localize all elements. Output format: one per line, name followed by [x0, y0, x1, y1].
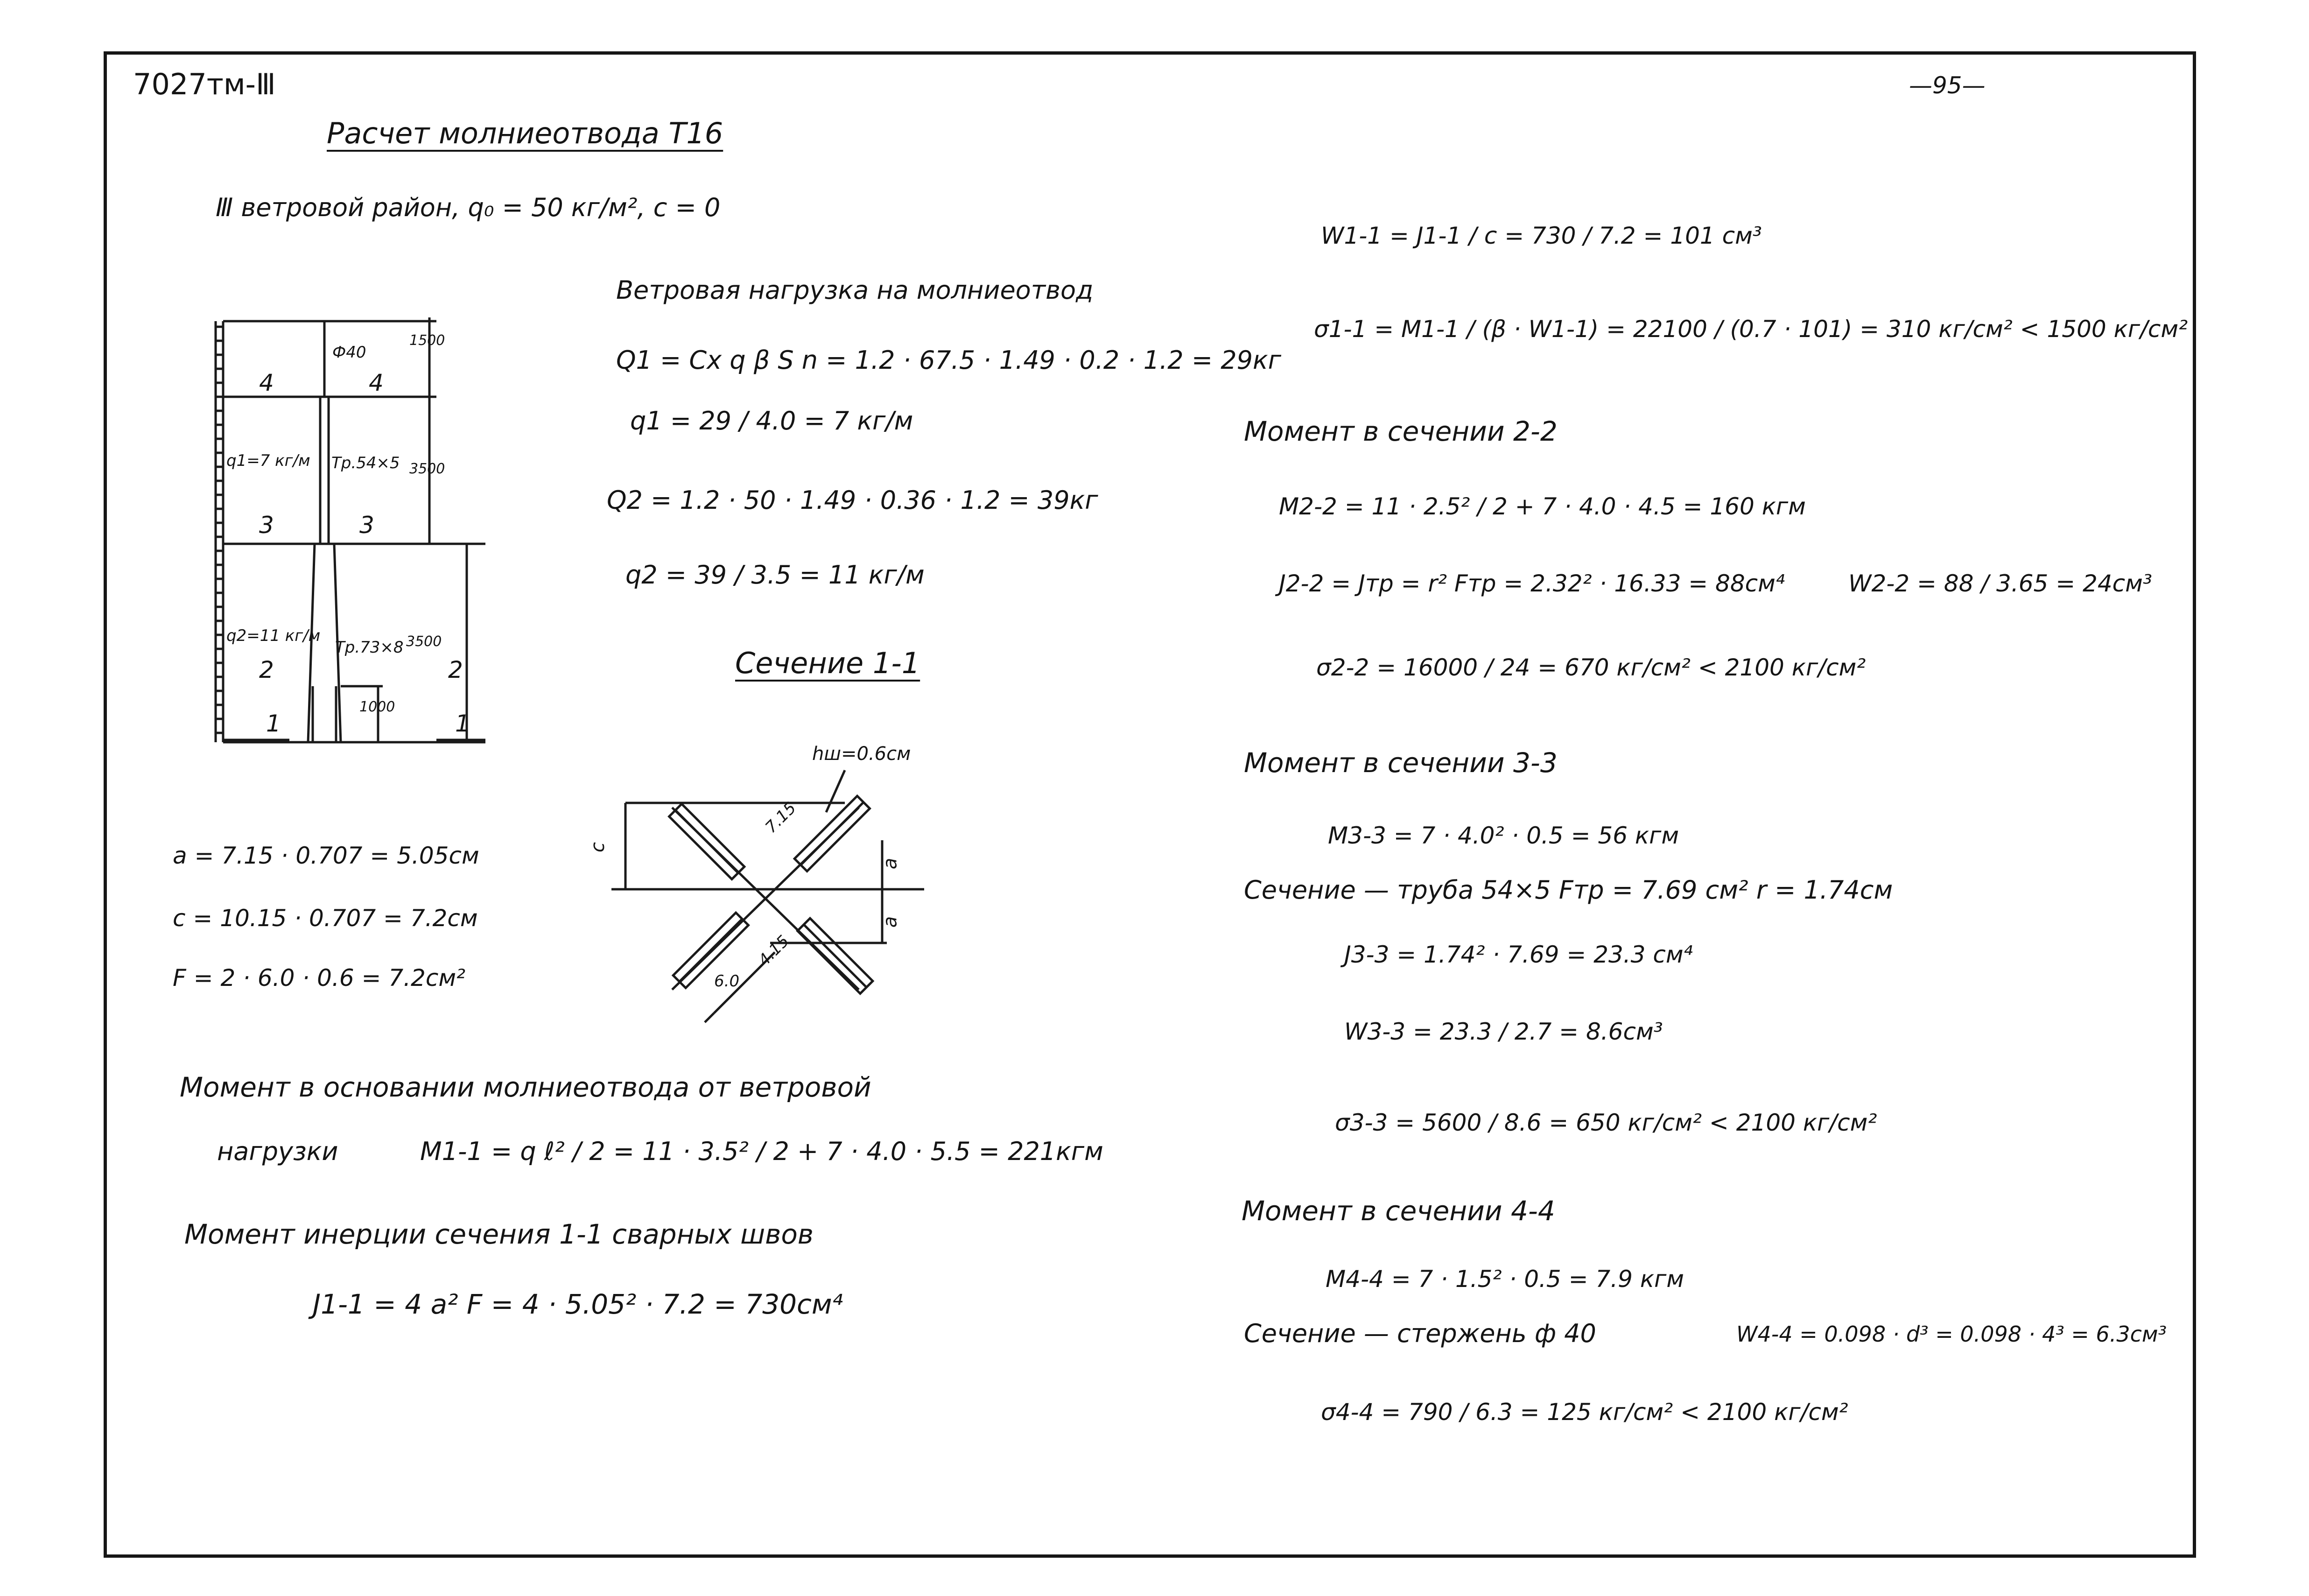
q1-label: q1=7 кг/м	[226, 451, 310, 470]
formula-c: c = 10.15 · 0.707 = 7.2см	[173, 905, 478, 932]
formula-W11: W1-1 = J1-1 / c = 730 / 7.2 = 101 см³	[1321, 222, 1762, 249]
section-mark-2-right: 2	[448, 656, 463, 683]
section-3-3-description: Сечение — труба 54×5 Fтр = 7.69 см² r = 1.74см	[1244, 875, 1893, 905]
dim-top: 1500	[409, 332, 445, 349]
formula-J22: J2-2 = Jтр = r² Fтр = 2.32² · 16.33 = 88см⁴	[1279, 570, 1785, 597]
weld-dim-4-15: 4.15	[754, 932, 793, 970]
pipe-lower-label: Тр.73×8	[335, 638, 404, 657]
section-mark-4-right: 4	[369, 369, 384, 396]
formula-F: F = 2 · 6.0 · 0.6 = 7.2см²	[173, 964, 466, 991]
document-code: 7027тм-Ⅲ	[133, 67, 276, 101]
dim-low: 3500	[406, 633, 442, 650]
q2-label: q2=11 кг/м	[226, 626, 321, 645]
weld-dim-6-0: 6.0	[714, 972, 740, 991]
formula-W22: W2-2 = 88 / 3.65 = 24см³	[1848, 570, 2152, 597]
formula-sigma11: σ1-1 = M1-1 / (β · W1-1) = 22100 / (0.7 · 101) = 310 кг/см² < 1500 кг/см²	[1314, 316, 2188, 343]
moment-3-3-heading: Момент в сечении 3-3	[1244, 747, 1558, 779]
page-number: —95—	[1909, 72, 1986, 99]
dim-mid: 3500	[409, 461, 445, 477]
pipe-upper-label: Тр.54×5	[331, 454, 400, 472]
section-4-4-description: Сечение — стержень ф 40	[1244, 1319, 1596, 1348]
section-1-1-heading: Сечение 1-1	[735, 646, 920, 680]
dim-a-label-lower: a	[879, 916, 901, 928]
formula-q1: q1 = 29 / 4.0 = 7 кг/м	[630, 406, 913, 436]
formula-Q2: Q2 = 1.2 · 50 · 1.49 · 0.36 · 1.2 = 39кг	[607, 485, 1098, 515]
formula-sigma22: σ2-2 = 16000 / 24 = 670 кг/см² < 2100 кг/см²	[1316, 654, 1866, 681]
moment-2-2-heading: Момент в сечении 2-2	[1244, 415, 1558, 447]
weld-section-diagram	[0, 0, 980, 1050]
formula-q2: q2 = 39 / 3.5 = 11 кг/м	[625, 560, 925, 590]
formula-M33: M3-3 = 7 · 4.0² · 0.5 = 56 кгм	[1328, 822, 1679, 849]
inertia-heading: Момент инерции сечения 1-1 сварных швов	[184, 1218, 814, 1250]
page-title: Расчет молниеотвода Т16	[327, 116, 723, 150]
dim-base: 1000	[359, 699, 395, 715]
section-mark-2-left: 2	[259, 656, 274, 683]
section-mark-3-right: 3	[359, 512, 374, 539]
formula-W44: W4-4 = 0.098 · d³ = 0.098 · 4³ = 6.3см³	[1736, 1322, 2167, 1347]
formula-W33: W3-3 = 23.3 / 2.7 = 8.6см³	[1344, 1018, 1663, 1045]
moment-4-4-heading: Момент в сечении 4-4	[1242, 1195, 1555, 1227]
base-moment-heading: Момент в основании молниеотвода от ветровой	[180, 1071, 871, 1103]
rod-label: Ф40	[332, 343, 366, 362]
weld-height-label: hш=0.6см	[812, 743, 911, 765]
inertia-formula: J1-1 = 4 a² F = 4 · 5.05² · 7.2 = 730см⁴	[313, 1288, 843, 1320]
formula-sigma44: σ4-4 = 790 / 6.3 = 125 кг/см² < 2100 кг/см²	[1321, 1399, 1848, 1426]
dim-a-label-upper: a	[879, 858, 901, 870]
section-mark-1-right: 1	[455, 710, 470, 737]
base-moment-heading-cont: нагрузки	[217, 1137, 338, 1166]
dim-c-label: c	[587, 842, 609, 852]
section-mark-3-left: 3	[259, 512, 274, 539]
formula-M22: M2-2 = 11 · 2.5² / 2 + 7 · 4.0 · 4.5 = 160 кгм	[1279, 493, 1806, 520]
base-moment-formula: M1-1 = q ℓ² / 2 = 11 · 3.5² / 2 + 7 · 4.0 · 5.5 = 221кгм	[420, 1137, 1103, 1166]
wind-conditions: Ⅲ ветровой район, q₀ = 50 кг/м², c = 0	[216, 193, 721, 222]
formula-M44: M4-4 = 7 · 1.5² · 0.5 = 7.9 кгм	[1326, 1266, 1684, 1293]
section-mark-4-left: 4	[259, 369, 274, 396]
wind-load-heading: Ветровая нагрузка на молниеотвод	[616, 275, 1094, 305]
formula-J33: J3-3 = 1.74² · 7.69 = 23.3 см⁴	[1344, 941, 1693, 968]
formula-Q1: Q1 = Cx q β S n = 1.2 · 67.5 · 1.49 · 0.2 · 1.2 = 29кг	[616, 345, 1281, 375]
weld-dim-7-15: 7.15	[761, 799, 800, 837]
formula-sigma33: σ3-3 = 5600 / 8.6 = 650 кг/см² < 2100 кг/см²	[1335, 1109, 1877, 1136]
section-mark-1-left: 1	[266, 710, 281, 737]
formula-a: a = 7.15 · 0.707 = 5.05см	[173, 842, 479, 869]
